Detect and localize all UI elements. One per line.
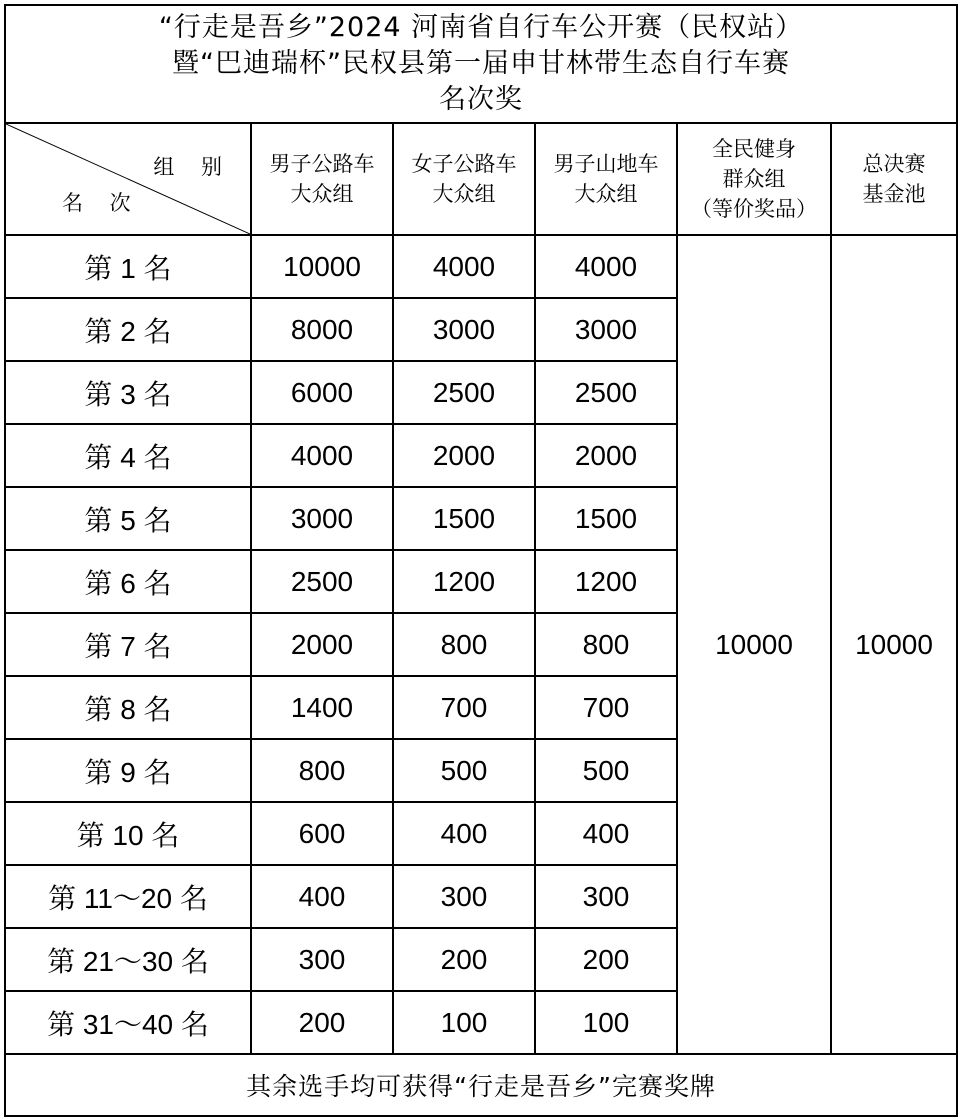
women-road-prize: 1200 xyxy=(393,550,535,613)
column-header-line: 群众组 xyxy=(722,167,786,191)
rank-cell: 第 5 名 xyxy=(5,487,251,550)
men-road-prize: 6000 xyxy=(251,361,393,424)
women-road-prize: 500 xyxy=(393,739,535,802)
prize-table xyxy=(4,4,958,1117)
women-road-prize: 700 xyxy=(393,676,535,739)
men-road-prize: 600 xyxy=(251,802,393,865)
column-header-line: 全民健身 xyxy=(712,137,796,161)
men-road-prize: 400 xyxy=(251,865,393,928)
rank-cell: 第 10 名 xyxy=(5,802,251,865)
men-mtb-prize: 1500 xyxy=(535,487,677,550)
rank-cell: 第 1 名 xyxy=(5,235,251,298)
column-header-men-mtb xyxy=(535,123,677,235)
rank-cell: 第 6 名 xyxy=(5,550,251,613)
title-line-3: 名次奖 xyxy=(439,84,524,115)
men-road-prize: 10000 xyxy=(251,235,393,298)
column-header-men-road xyxy=(251,123,393,235)
men-mtb-prize: 1200 xyxy=(535,550,677,613)
men-mtb-prize: 3000 xyxy=(535,298,677,361)
rank-cell: 第 3 名 xyxy=(5,361,251,424)
women-road-prize: 400 xyxy=(393,802,535,865)
title-line-1: “行走是吾乡”2024 河南省自行车公开赛（民权站） xyxy=(158,12,804,43)
rank-cell: 第 2 名 xyxy=(5,298,251,361)
men-mtb-prize: 400 xyxy=(535,802,677,865)
column-header-line: 大众组 xyxy=(574,182,638,206)
men-road-prize: 3000 xyxy=(251,487,393,550)
women-road-prize: 1500 xyxy=(393,487,535,550)
men-road-prize: 800 xyxy=(251,739,393,802)
men-road-prize: 2000 xyxy=(251,613,393,676)
column-header-line: （等价奖品） xyxy=(691,197,817,221)
men-road-prize: 200 xyxy=(251,991,393,1054)
men-mtb-prize: 100 xyxy=(535,991,677,1054)
column-header-final-pool xyxy=(831,123,957,235)
men-road-prize: 300 xyxy=(251,928,393,991)
women-road-prize: 200 xyxy=(393,928,535,991)
footer-note: 其余选手均可获得“行走是吾乡”完赛奖牌 xyxy=(5,1054,957,1116)
rank-cell: 第 9 名 xyxy=(5,739,251,802)
column-header-line: 男子山地车 xyxy=(553,152,659,176)
corner-header-cell xyxy=(5,123,251,235)
women-road-prize: 4000 xyxy=(393,235,535,298)
rank-cell: 第 31～40 名 xyxy=(5,991,251,1054)
women-road-prize: 2000 xyxy=(393,424,535,487)
column-header-line: 大众组 xyxy=(432,182,496,206)
men-road-prize: 8000 xyxy=(251,298,393,361)
column-header-line: 基金池 xyxy=(862,182,926,206)
men-mtb-prize: 4000 xyxy=(535,235,677,298)
title-line-2: 暨“巴迪瑞杯”民权县第一届申甘林带生态自行车赛 xyxy=(172,48,791,79)
men-mtb-prize: 200 xyxy=(535,928,677,991)
rank-cell: 第 8 名 xyxy=(5,676,251,739)
men-road-prize: 1400 xyxy=(251,676,393,739)
corner-group-label: 组 别 xyxy=(153,155,232,179)
table-title xyxy=(5,5,957,123)
column-header-line: 总决赛 xyxy=(862,152,926,176)
men-mtb-prize: 2000 xyxy=(535,424,677,487)
men-road-prize: 4000 xyxy=(251,424,393,487)
women-road-prize: 300 xyxy=(393,865,535,928)
rank-cell: 第 7 名 xyxy=(5,613,251,676)
women-road-prize: 100 xyxy=(393,991,535,1054)
men-mtb-prize: 300 xyxy=(535,865,677,928)
women-road-prize: 3000 xyxy=(393,298,535,361)
rank-cell: 第 4 名 xyxy=(5,424,251,487)
rank-cell: 第 11～20 名 xyxy=(5,865,251,928)
column-header-line: 男子公路车 xyxy=(269,152,375,176)
column-header-line: 大众组 xyxy=(290,182,354,206)
women-road-prize: 800 xyxy=(393,613,535,676)
column-header-women-road xyxy=(393,123,535,235)
column-header-fitness xyxy=(677,123,831,235)
column-header-line: 女子公路车 xyxy=(411,152,517,176)
men-mtb-prize: 2500 xyxy=(535,361,677,424)
fitness-merged-prize: 10000 xyxy=(677,235,831,1054)
women-road-prize: 2500 xyxy=(393,361,535,424)
men-mtb-prize: 700 xyxy=(535,676,677,739)
rank-cell: 第 21～30 名 xyxy=(5,928,251,991)
corner-rank-label: 名 次 xyxy=(62,191,141,215)
table-row xyxy=(5,235,957,298)
men-road-prize: 2500 xyxy=(251,550,393,613)
men-mtb-prize: 800 xyxy=(535,613,677,676)
men-mtb-prize: 500 xyxy=(535,739,677,802)
final-pool-merged-prize: 10000 xyxy=(831,235,957,1054)
